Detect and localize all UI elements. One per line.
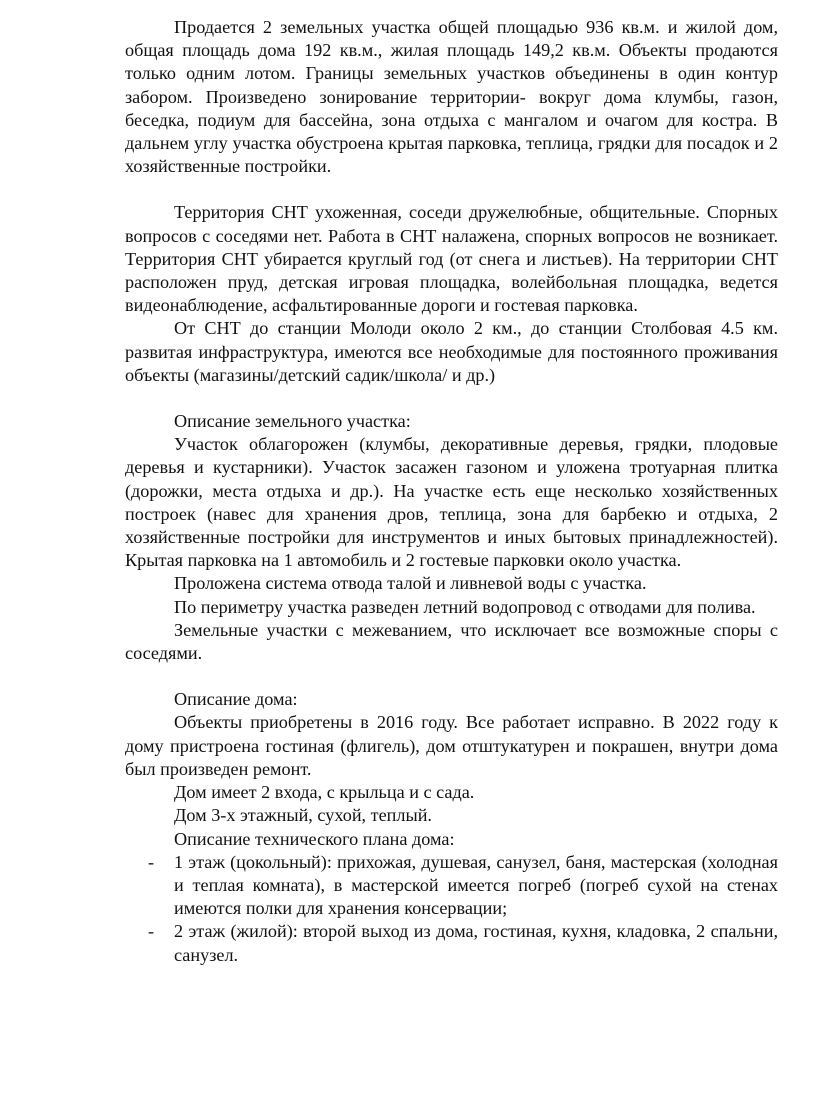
- intro-paragraph: Продается 2 земельных участка общей площадью 936 кв.м. и жилой дом, общая площадь дома 192 кв.м., жилая площадь 149,2 кв.м. Объекты продаются только одним лотом. Границы земельных участков объединены в один контур забором. Произведено зонирование территории- вокруг дома клумбы, газон, беседка, подиум для бассейна, зона отдыха с мангалом и очагом для костра. В дальнем углу участка обустроена крытая парковка, теплица, грядки для посадок и 2 хозяйственные постройки.: [125, 17, 778, 177]
- land-paragraph-1: Участок облагорожен (клумбы, декоративные деревья, грядки, плодовые деревья и кустарники). Участок засажен газоном и уложена тротуарная плитка (дорожки, места отдыха и др.). На участке есть еще несколько хозяйственных построек (навес для хранения дров, теплица, зона для барбекю и отдыха, 2 хозяйственные постройки для инструментов и иных бытовых принадлежностей). Крытая парковка на 1 автомобиль и 2 гостевые парковки около участка.: [125, 434, 778, 571]
- location-paragraph: От СНТ до станции Молоди около 2 км., до станции Столбовая 4.5 км. развитая инфраструктура, имеются все необходимые для постоянного проживания объекты (магазины/детский садик/школа/ и др.): [125, 318, 778, 385]
- list-item-text: 2 этаж (жилой): второй выход из дома, гостиная, кухня, кладовка, 2 спальни, санузел.: [174, 921, 778, 965]
- land-heading: Описание земельного участка:: [174, 411, 411, 432]
- house-paragraph-3: Дом 3-х этажный, сухой, теплый.: [174, 805, 432, 826]
- paragraph-gap: [125, 387, 778, 410]
- territory-paragraph: Территория СНТ ухоженная, соседи дружелюбные, общительные. Спорных вопросов с соседями нет. Работа в СНТ налажена, спорных вопросов не возникает. Территория СНТ убирается круглый год (от снега и листьев). На территории СНТ расположен пруд, детская игровая площадка, волейбольная площадка, ведется видеонаблюдение, асфальтированные дороги и гостевая парковка.: [125, 202, 778, 316]
- land-paragraph-4: Земельные участки с межеванием, что исключает все возможные споры с соседями.: [125, 619, 778, 664]
- floor-plan-list: [125, 851, 778, 967]
- paragraph-gap: [125, 178, 778, 201]
- house-paragraph-4: Описание технического плана дома:: [174, 828, 455, 849]
- list-item: [125, 920, 778, 966]
- house-paragraph-2: Дом имеет 2 входа, с крыльца и с сада.: [174, 782, 475, 803]
- list-item-text: 1 этаж (цокольный): прихожая, душевая, санузел, баня, мастерская (холодная и теплая комната), в мастерской имеется погреб (погреб сухой на стенах имеются полки для хранения консервации;: [174, 851, 778, 919]
- list-dash: -: [148, 921, 155, 942]
- house-paragraph-1: Объекты приобретены в 2016 году. Все работает исправно. В 2022 году к дому пристроена гостиная (флигель), дом отштукатурен и покрашен, внутри дома был произведен ремонт.: [125, 712, 778, 779]
- list-dash: -: [148, 851, 155, 872]
- paragraph-gap: [125, 665, 778, 688]
- land-paragraph-2: Проложена система отвода талой и ливневой воды с участка.: [174, 573, 647, 594]
- house-heading: Описание дома:: [174, 689, 298, 710]
- land-paragraph-3: По периметру участка разведен летний водопровод с отводами для полива.: [174, 596, 756, 617]
- document-body: [125, 16, 778, 967]
- list-item: [125, 851, 778, 921]
